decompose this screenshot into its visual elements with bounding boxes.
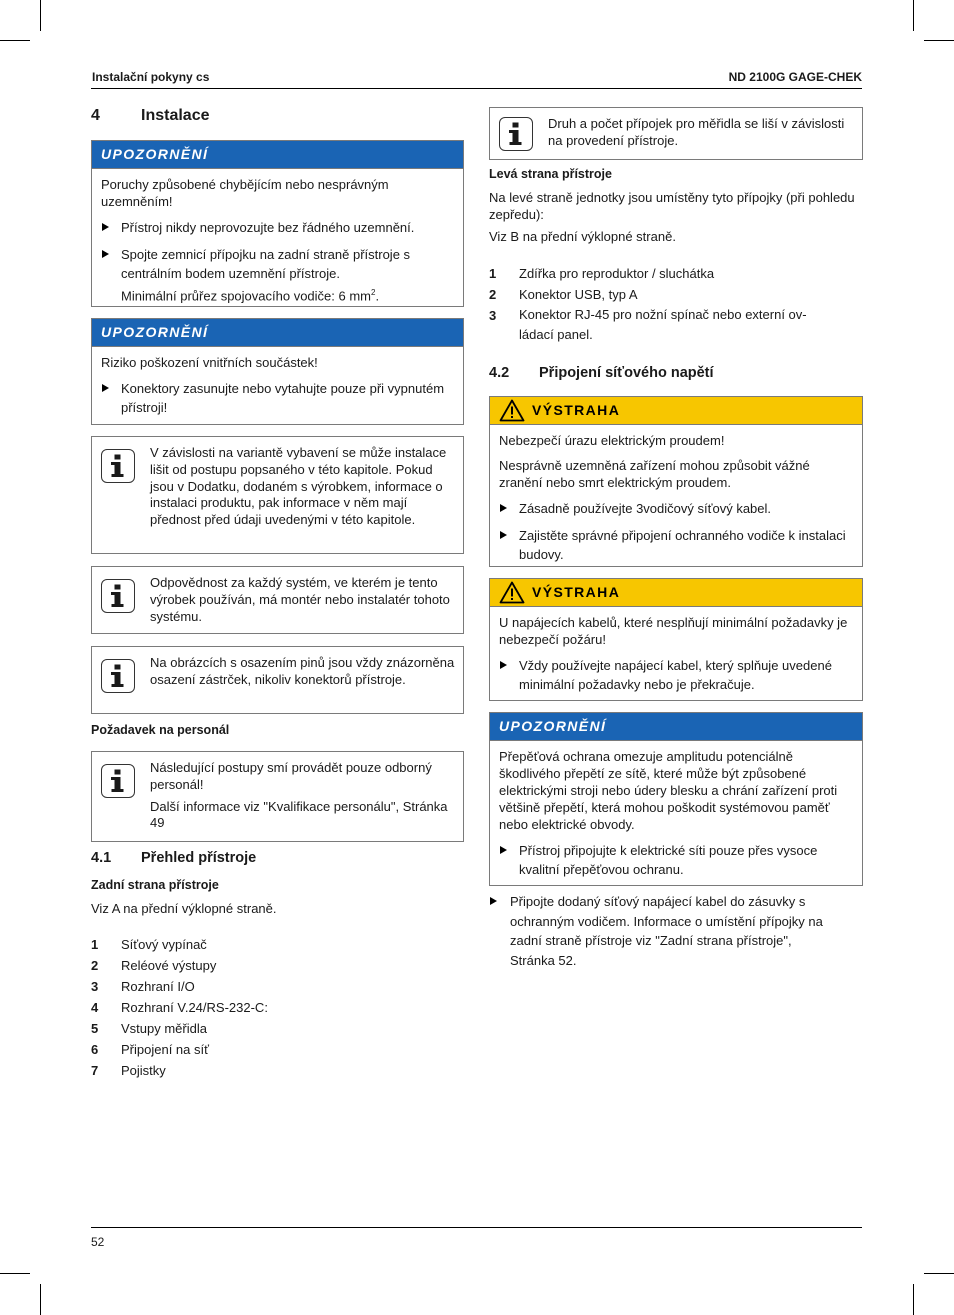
info-box-pins bbox=[91, 646, 464, 714]
header-right-title: ND 2100G GAGE-CHEK bbox=[728, 70, 862, 84]
bullet-item: Vždy používejte napájecí kabel, který splňuje uvedené minimální požadavky nebo je překračuje. bbox=[499, 656, 853, 694]
info-box-gauge-ports bbox=[489, 107, 863, 160]
section-title: Instalace bbox=[141, 107, 210, 124]
info-text: Na obrázcích s osazením pinů jsou vždy znázorněna osazení zástrček, nikoliv konektorů přístroje. bbox=[150, 655, 455, 687]
warning-header bbox=[490, 397, 862, 425]
section-number: 4.1 bbox=[91, 850, 112, 866]
left-side-ref: Viz B na přední výklopné straně. bbox=[489, 229, 676, 244]
list-item: 2 Konektor USB, typ A bbox=[489, 287, 638, 302]
rear-list bbox=[91, 934, 464, 1081]
bullet-item: Přístroj nikdy neprovozujte bez řádného uzemnění. bbox=[101, 218, 454, 237]
notice-label: UPOZORNĚNÍ bbox=[92, 141, 463, 169]
crop-mark bbox=[0, 1273, 30, 1274]
section-title: Přehled přístroje bbox=[141, 850, 257, 866]
list-item: 5 Vstupy měřidla bbox=[91, 1021, 207, 1036]
info-icon bbox=[101, 764, 135, 798]
section-number: 4.2 bbox=[489, 365, 510, 381]
notice-label: UPOZORNĚNÍ bbox=[490, 713, 862, 741]
notice-text: Přepěťová ochrana omezuje amplitudu potenciálně škodlivého přepětí ze sítě, které může být způsobené elektrickými stroji nebo údery blesku a chrání zařízení proti většině přepětí, která mohou poškodit systémovou paměť nebo elektrické obvody. bbox=[499, 749, 838, 832]
list-item: 3 Konektor RJ-45 pro nožní spínač nebo externí ov-ládací panel. bbox=[489, 307, 807, 342]
warning-label: VÝSTRAHA bbox=[532, 402, 621, 418]
notice-box-grounding bbox=[91, 140, 464, 307]
notice-text: Poruchy způsobené chybějícím nebo nesprávným uzemněním! bbox=[101, 177, 389, 209]
info-box-responsibility bbox=[91, 566, 464, 634]
bullet-item: Přístroj připojujte k elektrické síti pouze přes vysoce kvalitní přepěťovou ochranu. bbox=[499, 841, 853, 879]
info-link-text: Další informace viz "Kvalifikace personálu", Stránka 49 bbox=[150, 798, 448, 831]
info-text: V závislosti na variantě vybavení se může instalace lišit od postupu popsaného v této kapitole. Pokud jsou v Dodatku, dodaném s výrobkem, informace o instalaci produktu, pak informace v něm mají přednost před údaji uvedenými v této kapitole. bbox=[150, 445, 447, 528]
bullet-item: Zásadně používejte 3vodičový síťový kabel. bbox=[499, 499, 853, 518]
header-left-title: Instalační pokyny cs bbox=[92, 70, 210, 84]
list-item: 7 Pojistky bbox=[91, 1063, 166, 1078]
list-item: 4 Rozhraní V.24/RS-232-C: bbox=[91, 1000, 268, 1015]
bullet-item: Konektory zasunujte nebo vytahujte pouze při vypnutém přístroji! bbox=[101, 379, 454, 417]
page-header bbox=[91, 70, 862, 89]
warning-box-electric bbox=[489, 396, 863, 567]
info-icon bbox=[101, 449, 135, 483]
list-item: 1 Síťový vypínač bbox=[91, 937, 207, 952]
page-number: 52 bbox=[91, 1235, 105, 1249]
warning-text: Nesprávně uzemněná zařízení mohou způsobit vážné zranění nebo smrt elektrickým proudem. bbox=[499, 458, 810, 490]
section-number: 4 bbox=[91, 107, 100, 124]
info-icon bbox=[101, 659, 135, 693]
list-item: 2 Reléové výstupy bbox=[91, 958, 217, 973]
warning-label: VÝSTRAHA bbox=[532, 584, 621, 600]
section-title: Připojení síťového napětí bbox=[539, 365, 714, 381]
crop-mark bbox=[0, 40, 30, 41]
list-item: 1 Zdířka pro reproduktor / sluchátka bbox=[489, 266, 715, 281]
info-icon bbox=[101, 579, 135, 613]
crop-mark bbox=[924, 1273, 954, 1274]
warning-triangle-icon bbox=[499, 399, 525, 422]
warning-text: Nebezpečí úrazu elektrickým proudem! bbox=[499, 433, 725, 448]
notice-box-components bbox=[91, 318, 464, 425]
notice-text: Riziko poškození vnitřních součástek! bbox=[101, 355, 318, 370]
notice-box-surge bbox=[489, 712, 863, 886]
info-text: Následující postupy smí provádět pouze odborný personál! bbox=[150, 760, 432, 792]
rear-heading: Zadní strana přístroje bbox=[91, 878, 219, 892]
warning-box-fire bbox=[489, 578, 863, 701]
left-side-text: Na levé straně jednotky jsou umístěny tyto přípojky (při pohledu zepředu): bbox=[489, 190, 855, 222]
notice-label: UPOZORNĚNÍ bbox=[92, 319, 463, 347]
crop-mark bbox=[913, 0, 914, 31]
bullet-item: Spojte zemnicí přípojku na zadní straně přístroje s centrálním bodem uzemnění přístroje. Minimální průřez spojovacího vodiče: 6 $mm^2$. bbox=[101, 245, 454, 305]
info-box-personnel bbox=[91, 751, 464, 842]
warning-triangle-icon bbox=[499, 581, 525, 604]
crop-mark bbox=[40, 1284, 41, 1315]
crop-mark bbox=[924, 40, 954, 41]
list-item: 3 Rozhraní I/O bbox=[91, 979, 195, 994]
info-icon bbox=[499, 117, 533, 151]
left-side-heading: Levá strana přístroje bbox=[489, 167, 612, 181]
info-box-variant bbox=[91, 436, 464, 554]
warning-header bbox=[490, 579, 862, 607]
left-side-list bbox=[489, 263, 863, 346]
warning-text: U napájecích kabelů, které nesplňují minimální požadavky je nebezpečí požáru! bbox=[499, 615, 848, 647]
personnel-heading: Požadavek na personál bbox=[91, 723, 230, 737]
final-step-bullet: Připojte dodaný síťový napájecí kabel do zásuvky s ochranným vodičem. Informace o umístění přípojky na zadní straně přístroje viz "Zadní strana přístroje", Stránka 52. bbox=[489, 892, 840, 970]
crop-mark bbox=[40, 0, 41, 31]
info-text: Odpovědnost za každý systém, ve kterém je tento výrobek používán, má montér nebo instalatér tohoto systému. bbox=[150, 575, 450, 624]
footer-rule bbox=[91, 1227, 862, 1228]
info-text: Druh a počet přípojek pro měřidla se liší v závislosti na provedení přístroje. bbox=[548, 116, 845, 148]
crop-mark bbox=[913, 1284, 914, 1315]
rear-text: Viz A na přední výklopné straně. bbox=[91, 901, 277, 916]
bullet-item: Zajistěte správné připojení ochranného vodiče k instalaci budovy. bbox=[499, 526, 853, 564]
list-item: 6 Připojení na síť bbox=[91, 1042, 209, 1057]
